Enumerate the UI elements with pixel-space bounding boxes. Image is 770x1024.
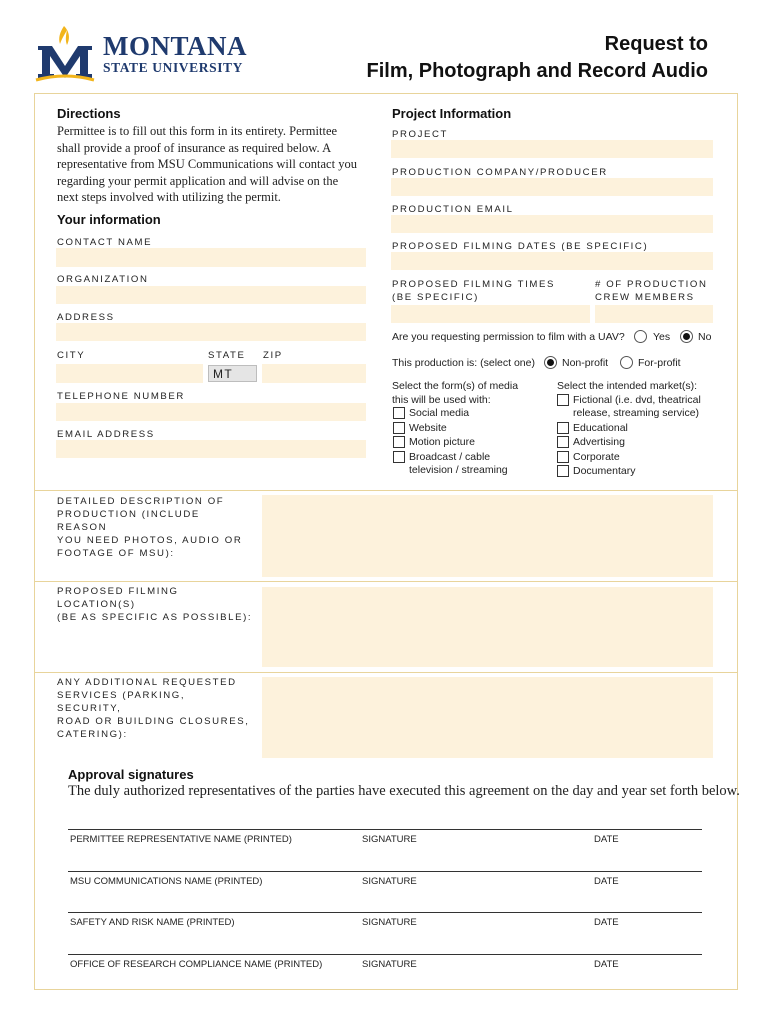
- media-motion-checkbox[interactable]: [393, 436, 405, 448]
- organization-label: ORGANIZATION: [57, 274, 149, 285]
- locations-line-1: PROPOSED FILMING LOCATION(S): [57, 586, 179, 610]
- market-educational-checkbox[interactable]: [557, 422, 569, 434]
- market-option-documentary: Documentary: [573, 465, 636, 477]
- locations-label: [57, 585, 257, 624]
- divider-1: [35, 490, 737, 491]
- contact-name-input[interactable]: [56, 248, 366, 267]
- media-heading-line-1: Select the form(s) of media: [392, 380, 519, 392]
- media-option-broadcast: Broadcast / cable: [409, 451, 491, 463]
- market-option-corporate: Corporate: [573, 451, 620, 463]
- safety-risk-name-label: SAFETY AND RISK NAME (PRINTED): [70, 917, 235, 928]
- uav-no-label: No: [698, 331, 712, 343]
- market-option-educational: Educational: [573, 422, 628, 434]
- signature-line-3[interactable]: [68, 912, 702, 913]
- directions-heading: Directions: [57, 106, 121, 121]
- project-input[interactable]: [391, 140, 713, 158]
- media-option-motion: Motion picture: [409, 436, 475, 448]
- signature-line-2[interactable]: [68, 871, 702, 872]
- media-option-social: Social media: [409, 407, 470, 419]
- email-label: EMAIL ADDRESS: [57, 429, 155, 440]
- approval-text: The duly authorized representatives of the parties have executed this agreement on the day and year set forth below.: [68, 783, 740, 799]
- safety-risk-date-label: DATE: [594, 917, 619, 928]
- approval-heading: Approval signatures: [68, 767, 194, 782]
- crew-members-label: [595, 278, 707, 304]
- permittee-signature-label: SIGNATURE: [362, 834, 417, 845]
- description-line-3: YOU NEED PHOTOS, AUDIO OR: [57, 535, 243, 546]
- description-line-2: PRODUCTION (INCLUDE REASON: [57, 509, 200, 533]
- market-advertising-checkbox[interactable]: [557, 436, 569, 448]
- address-label: ADDRESS: [57, 312, 115, 323]
- media-heading: [392, 379, 518, 407]
- directions-text: Permittee is to fill out this form in its entirety. Permittee shall provide a proof of insurance as required below. A representative from MSU Communications will contact you regarding your permit application and will advise on the next steps involved with utilizing the permit.: [57, 124, 357, 204]
- divider-3: [35, 672, 737, 673]
- organization-input[interactable]: [56, 286, 366, 304]
- filming-times-line-2: (BE SPECIFIC): [392, 292, 479, 303]
- description-line-1: DETAILED DESCRIPTION OF: [57, 496, 225, 507]
- msu-comm-date-label: DATE: [594, 876, 619, 887]
- permittee-name-label: PERMITTEE REPRESENTATIVE NAME (PRINTED): [70, 834, 292, 845]
- state-label: STATE: [208, 350, 246, 361]
- media-social-checkbox[interactable]: [393, 407, 405, 419]
- signature-line-4[interactable]: [68, 954, 702, 955]
- project-info-heading: Project Information: [392, 106, 512, 121]
- telephone-label: TELEPHONE NUMBER: [57, 391, 185, 402]
- uav-yes-label: Yes: [653, 331, 671, 343]
- research-compliance-date-label: DATE: [594, 959, 619, 970]
- locations-textarea[interactable]: [262, 587, 713, 667]
- services-textarea[interactable]: [262, 677, 713, 758]
- address-input[interactable]: [56, 323, 366, 341]
- logo-name: MONTANA: [103, 31, 247, 61]
- form-title: [367, 31, 708, 85]
- telephone-input[interactable]: [56, 403, 366, 421]
- forprofit-radio[interactable]: [620, 356, 633, 369]
- services-line-4: CATERING):: [57, 729, 128, 740]
- crew-members-line-1: # OF PRODUCTION: [595, 279, 708, 290]
- permittee-date-label: DATE: [594, 834, 619, 845]
- market-heading: Select the intended market(s):: [557, 380, 698, 392]
- your-info-heading: Your information: [57, 212, 161, 227]
- email-input[interactable]: [56, 440, 366, 458]
- market-documentary-checkbox[interactable]: [557, 465, 569, 477]
- zip-input[interactable]: [262, 364, 366, 383]
- filming-times-line-1: PROPOSED FILMING TIMES: [392, 279, 555, 290]
- production-type-question: This production is: (select one): [392, 357, 535, 369]
- production-email-input[interactable]: [391, 215, 713, 233]
- state-select[interactable]: MT: [208, 365, 257, 382]
- research-compliance-signature-label: SIGNATURE: [362, 959, 417, 970]
- market-corporate-checkbox[interactable]: [557, 451, 569, 463]
- crew-members-input[interactable]: [595, 305, 713, 323]
- description-label: [57, 495, 252, 560]
- market-fictional-checkbox[interactable]: [557, 394, 569, 406]
- production-company-input[interactable]: [391, 178, 713, 196]
- filming-dates-label: PROPOSED FILMING DATES (BE SPECIFIC): [392, 241, 649, 252]
- market-option-fictional-cont: release, streaming service): [573, 407, 700, 419]
- media-option-broadcast-cont: television / streaming: [409, 464, 508, 476]
- city-label: CITY: [57, 350, 86, 361]
- city-input[interactable]: [56, 364, 203, 383]
- filming-times-label: [392, 278, 555, 304]
- msu-comm-name-label: MSU COMMUNICATIONS NAME (PRINTED): [70, 876, 263, 887]
- title-line-1: Request to: [604, 33, 708, 55]
- msu-logo-icon: [34, 24, 96, 82]
- forprofit-label: For-profit: [638, 357, 681, 369]
- market-option-advertising: Advertising: [573, 436, 625, 448]
- uav-question: Are you requesting permission to film with a UAV?: [392, 331, 625, 343]
- title-line-2: Film, Photograph and Record Audio: [366, 60, 708, 82]
- uav-no-radio[interactable]: [680, 330, 693, 343]
- locations-line-2: (BE AS SPECIFIC AS POSSIBLE):: [57, 612, 253, 623]
- services-label: [57, 676, 252, 741]
- uav-yes-radio[interactable]: [634, 330, 647, 343]
- nonprofit-radio[interactable]: [544, 356, 557, 369]
- market-option-fictional: Fictional (i.e. dvd, theatrical: [573, 394, 701, 406]
- msu-comm-signature-label: SIGNATURE: [362, 876, 417, 887]
- logo-subtitle: STATE UNIVERSITY: [103, 60, 244, 75]
- zip-label: ZIP: [263, 350, 283, 361]
- filming-dates-input[interactable]: [391, 252, 713, 270]
- contact-name-label: CONTACT NAME: [57, 237, 153, 248]
- services-line-3: ROAD OR BUILDING CLOSURES,: [57, 716, 250, 727]
- services-line-2: SERVICES (PARKING, SECURITY,: [57, 690, 186, 714]
- signature-line-1[interactable]: [68, 829, 702, 830]
- crew-members-line-2: CREW MEMBERS: [595, 292, 695, 303]
- services-line-1: ANY ADDITIONAL REQUESTED: [57, 677, 237, 688]
- media-website-checkbox[interactable]: [393, 422, 405, 434]
- media-option-website: Website: [409, 422, 447, 434]
- media-broadcast-checkbox[interactable]: [393, 451, 405, 463]
- production-email-label: PRODUCTION EMAIL: [392, 204, 514, 215]
- project-label: PROJECT: [392, 129, 448, 140]
- nonprofit-label: Non-profit: [562, 357, 609, 369]
- divider-2: [35, 581, 737, 582]
- research-compliance-name-label: OFFICE OF RESEARCH COMPLIANCE NAME (PRINTED): [70, 959, 323, 970]
- production-company-label: PRODUCTION COMPANY/PRODUCER: [392, 167, 608, 178]
- description-line-4: FOOTAGE OF MSU):: [57, 548, 175, 559]
- description-textarea[interactable]: [262, 495, 713, 577]
- media-heading-line-2: this will be used with:: [392, 394, 491, 406]
- filming-times-input[interactable]: [391, 305, 590, 323]
- safety-risk-signature-label: SIGNATURE: [362, 917, 417, 928]
